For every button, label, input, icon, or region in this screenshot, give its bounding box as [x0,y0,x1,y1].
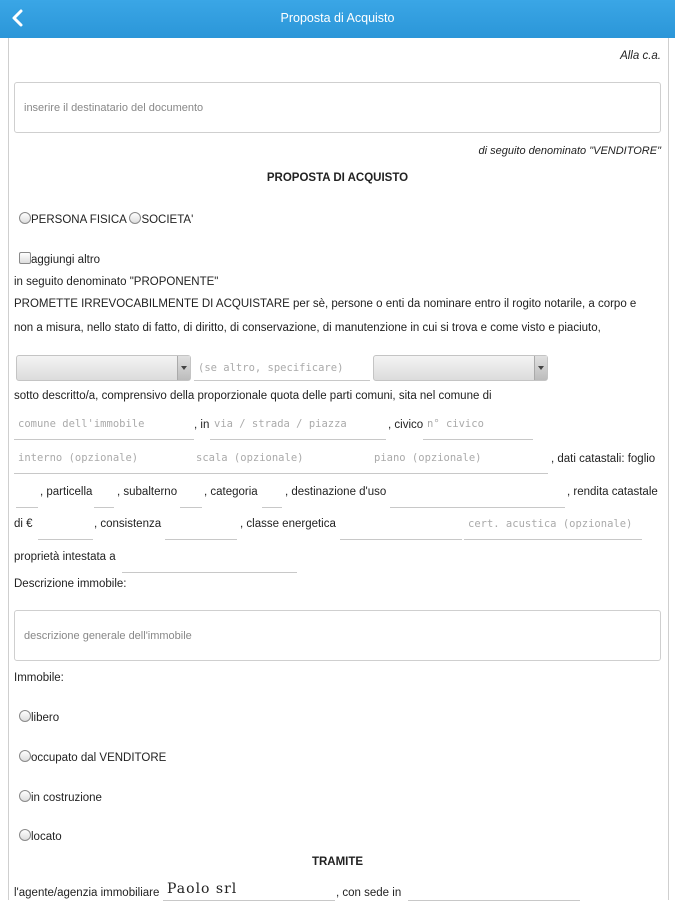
destinazione-label: , destinazione d'uso [285,486,387,498]
option-libero-label: libero [31,712,60,724]
rendita-label: , rendita catastale [567,486,658,498]
option-locato-label: locato [31,831,62,843]
radio-occupato[interactable] [19,750,31,762]
categoria-input[interactable] [262,486,282,508]
option-libero [19,710,59,724]
in-label: , in [194,419,210,431]
comune-input[interactable]: comune dell'immobile [14,418,194,440]
categoria-label: , categoria [204,486,258,498]
sede-input[interactable] [408,881,580,901]
descrizione-input[interactable]: descrizione generale dell'immobile [14,610,661,661]
option-occupato-label: occupato dal VENDITORE [31,752,167,764]
recipient-input[interactable]: inserire il destinatario del documento [14,82,661,133]
cert-acustica-input[interactable]: cert. acustica (opzionale) [464,518,642,540]
tramite-heading: TRAMITE [311,856,364,868]
radio-societa[interactable] [129,212,141,224]
page-title: Proposta di Acquisto [280,11,395,25]
euro-label: di € [14,518,33,530]
radio-libero[interactable] [19,710,31,722]
radio-societa-label: SOCIETA' [141,214,194,226]
venditore-note: di seguito denominato "VENDITORE" [478,145,661,157]
scala-input[interactable]: scala (opzionale) [192,452,370,474]
checkbox-aggiungi-label: aggiungi altro [31,254,101,266]
civico-input[interactable]: n° civico [423,418,533,440]
agente-input[interactable]: Paolo srl [163,881,335,901]
particella-label: , particella [40,486,93,498]
radio-locato[interactable] [19,829,31,841]
option-costruzione [19,790,102,804]
subalterno-input[interactable] [180,486,202,508]
radio-costruzione[interactable] [19,790,31,802]
option-locato [19,829,62,843]
proprieta-input[interactable] [122,551,297,573]
sede-label: , con sede in [336,887,402,899]
sotto-descritto-text: sotto descritto/a, comprensivo della proporzionale quota delle parti comuni, sita nel comune di [14,390,492,402]
option-occupato [19,750,166,764]
option-costruzione-label: in costruzione [31,792,102,804]
civico-label: , civico [388,419,424,431]
alla-ca-label: Alla c.a. [620,50,661,62]
checkbox-aggiungi[interactable] [19,252,31,264]
chevron-down-icon [534,356,547,380]
promette-line-2: non a misura, nello stato di fatto, di diritto, di conservazione, di manutenzione in cui si trova e come visto e piaciuto, [14,322,601,334]
aggiungi-row [19,252,100,266]
classe-energetica-label: , classe energetica [240,518,336,530]
piano-input[interactable]: piano (opzionale) [370,452,548,474]
proprieta-label: proprietà intestata a [14,551,116,563]
dati-catastali-label: , dati catastali: foglio [551,453,656,465]
section-title: PROPOSTA DI ACQUISTO [266,172,409,184]
top-bar [0,0,675,38]
radio-group-soggetto [19,212,193,226]
se-altro-input[interactable]: (se altro, specificare) [194,359,370,381]
chevron-down-icon [177,356,190,380]
radio-persona-label: PERSONA FISICA [31,214,127,226]
secondary-select[interactable] [373,355,548,381]
agente-label: l'agente/agenzia immobiliare [14,887,160,899]
radio-persona-fisica[interactable] [19,212,31,224]
proponente-note: in seguito denominato "PROPONENTE" [14,276,219,288]
rendita-input[interactable] [38,518,93,540]
consistenza-input[interactable] [165,518,237,540]
interno-input[interactable]: interno (opzionale) [14,452,192,474]
property-type-select[interactable] [16,355,191,381]
consistenza-label: , consistenza [94,518,162,530]
subalterno-label: , subalterno [117,486,178,498]
destinazione-input[interactable] [390,486,565,508]
particella-input[interactable] [94,486,114,508]
promette-line-1: PROMETTE IRREVOCABILMENTE DI ACQUISTARE per sè, persone o enti da nominare entro il rogito notarile, a corpo e [14,298,637,310]
foglio-input[interactable] [16,486,38,508]
immobile-label: Immobile: [14,672,64,684]
via-input[interactable]: via / strada / piazza [210,418,386,440]
classe-energetica-input[interactable] [340,518,462,540]
descrizione-label: Descrizione immobile: [14,578,127,590]
